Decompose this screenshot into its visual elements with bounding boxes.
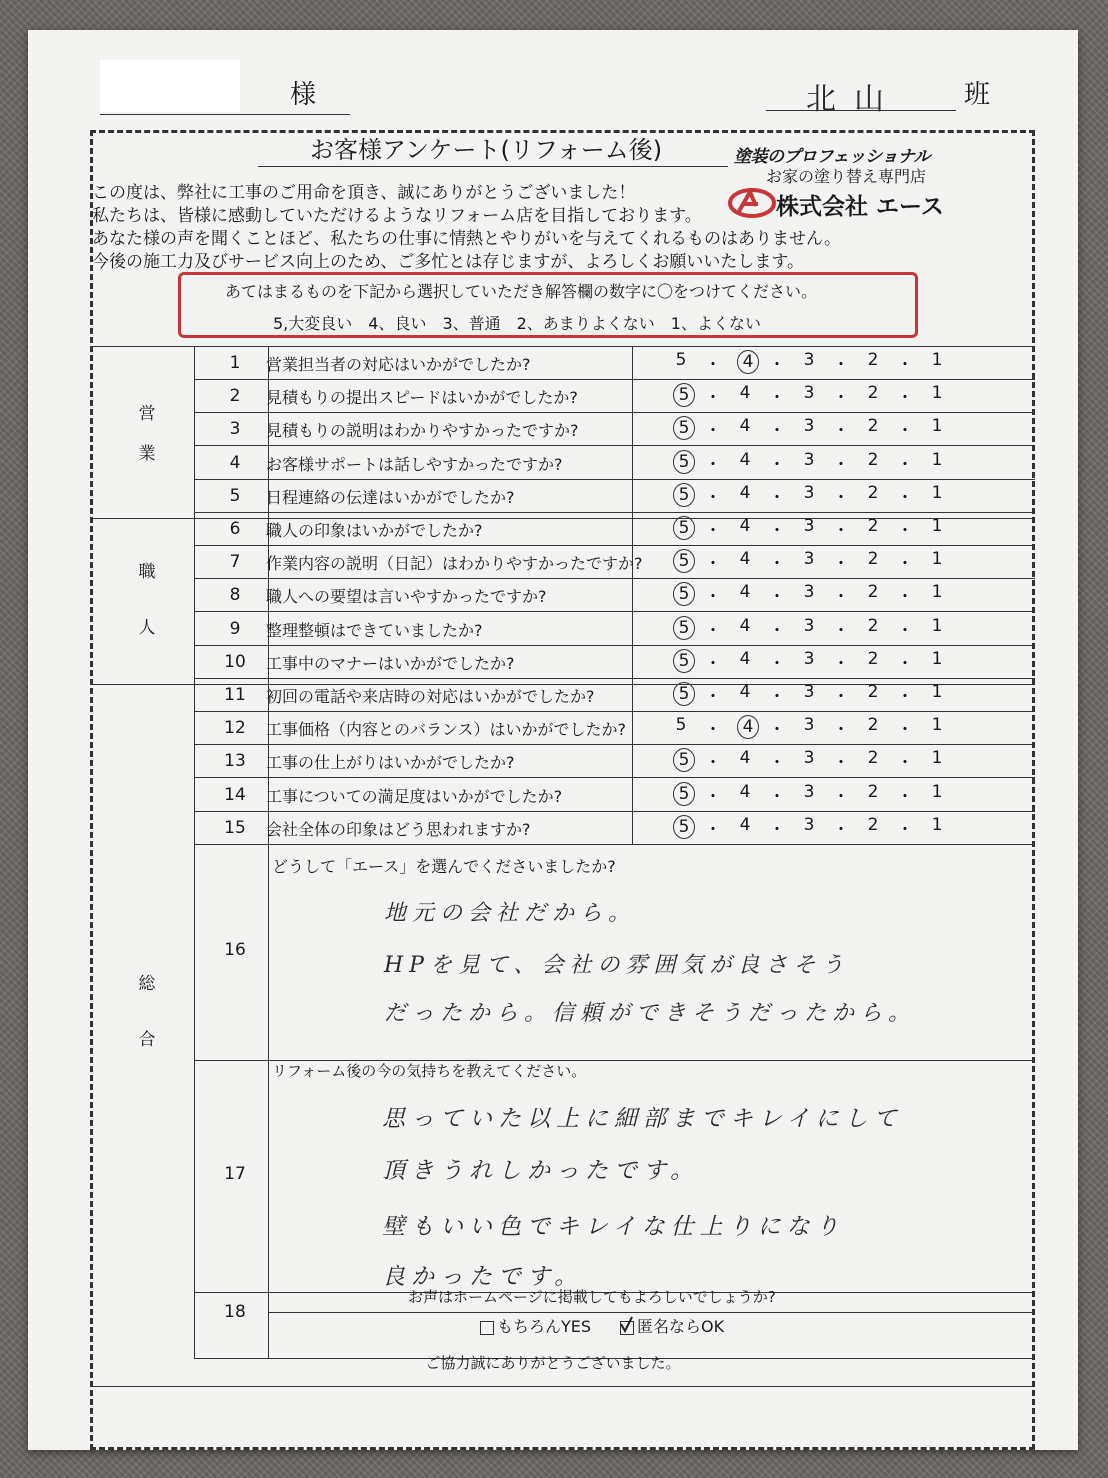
scale-separator: ・ xyxy=(832,687,850,707)
selected-rating-circle: 5 xyxy=(673,416,695,440)
q17-answer-line-2: 頂きうれしかったです。 xyxy=(382,1158,700,1184)
rating-option-4[interactable] xyxy=(728,350,762,375)
question-number: 9 xyxy=(229,618,241,639)
rating-option-1[interactable]: 1 xyxy=(931,516,943,536)
scale-separator: ・ xyxy=(832,786,850,807)
q17-prompt: リフォーム後の今の気持ちを教えてください。 xyxy=(272,1062,587,1080)
rating-option-4[interactable]: 4 xyxy=(739,781,751,802)
q18-yes-checkbox[interactable] xyxy=(480,1321,494,1335)
rating-option-4[interactable]: 4 xyxy=(739,482,751,503)
selected-rating-circle: 5 xyxy=(673,649,695,673)
rating-option-2[interactable]: 2 xyxy=(867,648,879,669)
question-number: 7 xyxy=(229,552,241,573)
rating-scale xyxy=(664,383,954,408)
scale-separator: ・ xyxy=(832,653,850,674)
rating-option-4[interactable]: 4 xyxy=(739,682,751,702)
category-sales-char-2: 業 xyxy=(138,444,156,464)
question-row xyxy=(28,612,1078,645)
q18-number: 18 xyxy=(224,1302,246,1322)
rating-option-5[interactable] xyxy=(664,682,698,707)
rating-option-3[interactable]: 3 xyxy=(803,582,815,603)
scale-separator: ・ xyxy=(704,587,722,608)
question-row xyxy=(28,545,1078,578)
scale-separator: ・ xyxy=(832,753,850,774)
q18-prompt: お声はホームページに掲載してもよろしいでしょうか? xyxy=(408,1288,776,1306)
question-number: 1 xyxy=(229,353,241,373)
scale-separator: ・ xyxy=(704,421,722,442)
rating-option-1[interactable]: 1 xyxy=(931,748,943,769)
question-row xyxy=(28,711,1078,744)
question-text: 見積もりの説明はわかりやすかったですか? xyxy=(266,421,579,441)
question-text: お客様サポートは話しやすかったですか? xyxy=(266,454,563,474)
q17-answer-line-3: 壁もいい色でキレイな仕上りになり xyxy=(382,1214,845,1240)
selected-rating-circle: 4 xyxy=(737,715,759,739)
q17-number: 17 xyxy=(224,1164,246,1184)
scale-separator: ・ xyxy=(704,720,722,741)
check-mark-icon xyxy=(618,1316,636,1334)
scale-separator: ・ xyxy=(704,454,722,475)
rating-option-5[interactable] xyxy=(664,649,698,674)
scale-separator: ・ xyxy=(832,819,850,840)
scale-separator: ・ xyxy=(896,454,914,475)
intro-line-2: 私たちは、皆様に感動していただけるようなリフォーム店を目指しております。 xyxy=(92,206,702,226)
question-row xyxy=(28,778,1078,811)
scale-separator: ・ xyxy=(832,454,850,475)
rating-option-2[interactable]: 2 xyxy=(867,416,879,437)
scale-separator: ・ xyxy=(832,355,850,375)
scale-separator: ・ xyxy=(768,687,786,707)
scale-separator: ・ xyxy=(896,720,914,741)
scale-separator: ・ xyxy=(704,819,722,840)
scale-separator: ・ xyxy=(768,454,786,475)
scale-separator: ・ xyxy=(704,753,722,774)
scale-separator: ・ xyxy=(768,720,786,741)
scale-separator: ・ xyxy=(704,653,722,674)
rating-option-1[interactable]: 1 xyxy=(931,781,943,802)
scale-separator: ・ xyxy=(832,388,850,409)
question-number: 13 xyxy=(224,751,246,772)
scale-separator: ・ xyxy=(896,819,914,840)
category-sales-char-1: 営 xyxy=(138,404,156,424)
scale-separator: ・ xyxy=(768,487,786,508)
question-number: 14 xyxy=(224,784,246,805)
scale-separator: ・ xyxy=(832,720,850,741)
scale-separator: ・ xyxy=(896,653,914,674)
rating-option-4[interactable]: 4 xyxy=(739,549,751,570)
rating-option-1[interactable]: 1 xyxy=(931,715,943,736)
scale-separator: ・ xyxy=(896,753,914,774)
scale-separator: ・ xyxy=(832,587,850,608)
category-overall-char-1: 総 xyxy=(138,974,156,994)
survey-sheet xyxy=(28,30,1078,1450)
rating-option-3[interactable]: 3 xyxy=(803,482,815,503)
rating-option-3[interactable]: 3 xyxy=(803,615,815,636)
selected-rating-circle: 5 xyxy=(673,748,695,772)
rating-option-1[interactable]: 1 xyxy=(931,350,943,370)
question-number: 11 xyxy=(224,685,246,705)
selected-rating-circle: 5 xyxy=(673,450,695,474)
intro-line-3: あなた様の声を聞くことほど、私たちの仕事に情熱とやりがいを与えてくれるものはありません。 xyxy=(92,229,842,249)
rating-option-2[interactable]: 2 xyxy=(867,748,879,769)
rating-option-5[interactable] xyxy=(664,516,698,541)
rating-option-3[interactable]: 3 xyxy=(803,682,815,702)
selected-rating-circle: 5 xyxy=(673,383,695,407)
rating-option-5[interactable] xyxy=(664,748,698,773)
intro-line-4: 今後の施工力及びサービス向上のため、ご多忙とは存じますが、よろしくお願いいたします。 xyxy=(92,252,804,272)
rating-scale xyxy=(664,748,954,773)
q18-anon-checkbox[interactable] xyxy=(620,1321,634,1335)
rating-option-2[interactable]: 2 xyxy=(867,549,879,570)
rating-scale xyxy=(664,350,954,375)
question-number: 10 xyxy=(224,651,246,672)
scale-separator: ・ xyxy=(832,521,850,541)
rating-scale xyxy=(664,682,954,707)
team-suffix-label: 班 xyxy=(964,80,991,110)
q17-answer-line-1: 思っていた以上に細部までキレイにして xyxy=(382,1106,903,1132)
question-text: 工事価格（内容とのバランス）はいかがでしたか? xyxy=(266,720,627,740)
rating-scale xyxy=(664,416,954,441)
scale-separator: ・ xyxy=(896,421,914,442)
scale-separator: ・ xyxy=(896,786,914,807)
rating-option-4[interactable]: 4 xyxy=(739,615,751,636)
scale-separator: ・ xyxy=(704,521,722,541)
ace-logo-icon xyxy=(728,188,776,218)
question-text: 工事の仕上がりはいかがでしたか? xyxy=(266,753,515,773)
question-row xyxy=(28,645,1078,678)
rating-option-1[interactable]: 1 xyxy=(931,814,943,835)
question-text: 営業担当者の対応はいかがでしたか? xyxy=(266,355,531,374)
scale-separator: ・ xyxy=(768,587,786,608)
rating-option-4[interactable]: 4 xyxy=(739,416,751,437)
scale-separator: ・ xyxy=(768,355,786,375)
rating-option-4[interactable]: 4 xyxy=(739,814,751,835)
team-name-underline xyxy=(766,110,956,111)
rating-option-3[interactable]: 3 xyxy=(803,648,815,669)
rating-scale xyxy=(664,649,954,674)
scale-separator: ・ xyxy=(896,587,914,608)
question-row xyxy=(28,379,1078,412)
rating-option-3[interactable]: 3 xyxy=(803,350,815,370)
question-text: 工事中のマナーはいかがでしたか? xyxy=(266,653,515,673)
rating-option-3[interactable]: 3 xyxy=(803,416,815,437)
rating-option-3[interactable]: 3 xyxy=(803,748,815,769)
rating-option-5[interactable] xyxy=(664,782,698,807)
selected-rating-circle: 5 xyxy=(673,549,695,573)
rating-option-5[interactable] xyxy=(664,549,698,574)
rating-option-1[interactable]: 1 xyxy=(931,449,943,470)
scale-separator: ・ xyxy=(768,819,786,840)
instruction-banner xyxy=(178,272,918,338)
rating-option-1[interactable]: 1 xyxy=(931,416,943,437)
q16-top-line xyxy=(194,844,1035,845)
selected-rating-circle: 4 xyxy=(737,350,759,374)
rating-option-5[interactable] xyxy=(664,383,698,408)
rating-option-3[interactable]: 3 xyxy=(803,449,815,470)
rating-option-1[interactable]: 1 xyxy=(931,482,943,503)
rating-option-1[interactable]: 1 xyxy=(931,383,943,404)
category-overall-char-2: 合 xyxy=(138,1030,156,1050)
rating-option-2[interactable]: 2 xyxy=(867,516,879,536)
rating-scale xyxy=(664,549,954,574)
rating-option-2[interactable]: 2 xyxy=(867,682,879,702)
question-row xyxy=(28,446,1078,479)
footer-thanks: ご協力誠にありがとうございました。 xyxy=(425,1354,681,1372)
question-text: 会社全体の印象はどう思われますか? xyxy=(266,819,531,839)
question-text: 職人の印象はいかがでしたか? xyxy=(266,521,483,540)
question-number: 5 xyxy=(229,485,241,506)
title-underline xyxy=(258,166,728,167)
intro-line-1: この度は、弊社に工事のご用命を頂き、誠にありがとうございました！ xyxy=(92,183,636,203)
company-subtitle: お家の塗り替え専門店 xyxy=(766,167,927,186)
rating-legend: 5,大変良い 4、良い 3、普通 2、あまりよくない 1、よくない xyxy=(273,314,761,333)
scale-separator: ・ xyxy=(768,753,786,774)
q16-answer-line-3: だったから。信頼ができそうだったから。 xyxy=(384,1001,917,1026)
rating-option-3[interactable]: 3 xyxy=(803,781,815,802)
scale-separator: ・ xyxy=(896,687,914,707)
customer-name-underline xyxy=(100,114,350,115)
redacted-customer-name xyxy=(100,60,240,112)
rating-option-1[interactable]: 1 xyxy=(931,615,943,636)
selected-rating-circle: 5 xyxy=(673,782,695,806)
rating-scale xyxy=(664,616,954,641)
rating-option-2[interactable]: 2 xyxy=(867,582,879,603)
question-number: 4 xyxy=(229,452,241,473)
question-row xyxy=(28,744,1078,777)
rating-option-2[interactable]: 2 xyxy=(867,814,879,835)
scale-separator: ・ xyxy=(896,620,914,641)
question-row xyxy=(28,512,1078,545)
rating-option-5[interactable] xyxy=(664,416,698,441)
rating-scale xyxy=(664,715,954,740)
scale-separator: ・ xyxy=(768,653,786,674)
category-craftsmen-char-2: 人 xyxy=(138,618,156,638)
rating-option-3[interactable]: 3 xyxy=(803,516,815,536)
scale-separator: ・ xyxy=(704,388,722,409)
selected-rating-circle: 5 xyxy=(673,815,695,839)
question-text: 初回の電話や来店時の対応はいかがでしたか? xyxy=(266,687,595,706)
category-overall xyxy=(128,964,166,1060)
scale-separator: ・ xyxy=(704,487,722,508)
selected-rating-circle: 5 xyxy=(673,483,695,507)
rating-option-1[interactable]: 1 xyxy=(931,549,943,570)
rating-option-5[interactable] xyxy=(664,582,698,607)
rating-option-5[interactable]: 5 xyxy=(675,350,687,370)
scale-separator: ・ xyxy=(704,786,722,807)
q18-anon-label: 匿名ならOK xyxy=(637,1317,725,1336)
scale-separator: ・ xyxy=(704,687,722,707)
q16-answer-line-2: HPを見て、会社の雰囲気が良さそう xyxy=(384,953,850,978)
question-row xyxy=(28,811,1078,844)
rating-option-3[interactable]: 3 xyxy=(803,715,815,736)
rating-option-2[interactable]: 2 xyxy=(867,715,879,736)
q16-prompt: どうして「エース」を選んでくださいましたか? xyxy=(272,857,616,876)
question-number: 12 xyxy=(224,718,246,739)
rating-scale xyxy=(664,782,954,807)
scale-separator: ・ xyxy=(896,355,914,375)
rating-option-5[interactable] xyxy=(664,815,698,840)
salutation-label: 様 xyxy=(290,80,317,110)
rating-option-1[interactable]: 1 xyxy=(931,582,943,603)
q16-answer-line-1: 地元の会社だから。 xyxy=(384,901,637,926)
rating-scale xyxy=(664,582,954,607)
rating-option-5[interactable] xyxy=(664,483,698,508)
scale-separator: ・ xyxy=(704,554,722,575)
instruction-text: あてはまるものを下記から選択していただき解答欄の数字に〇をつけてください。 xyxy=(225,282,818,301)
question-row xyxy=(28,412,1078,445)
rating-option-2[interactable]: 2 xyxy=(867,449,879,470)
rating-option-4[interactable]: 4 xyxy=(739,449,751,470)
q18-option-anon[interactable] xyxy=(620,1314,724,1337)
question-text: 日程連絡の伝達はいかがでしたか? xyxy=(266,487,515,507)
selected-rating-circle: 5 xyxy=(673,616,695,640)
question-text: 整理整頓はできていましたか? xyxy=(266,620,483,640)
question-number: 2 xyxy=(229,386,241,407)
rating-option-2[interactable]: 2 xyxy=(867,615,879,636)
rating-option-1[interactable]: 1 xyxy=(931,682,943,702)
rating-option-4[interactable]: 4 xyxy=(739,748,751,769)
rating-option-5[interactable] xyxy=(664,450,698,475)
rating-option-4[interactable]: 4 xyxy=(739,582,751,603)
rating-scale xyxy=(664,483,954,508)
scale-separator: ・ xyxy=(768,521,786,541)
rating-option-2[interactable]: 2 xyxy=(867,350,879,370)
scale-separator: ・ xyxy=(896,487,914,508)
q17-answer-line-4: 良かったです。 xyxy=(382,1264,584,1290)
question-text: 工事についての満足度はいかがでしたか? xyxy=(266,786,563,806)
selected-rating-circle: 5 xyxy=(673,682,695,706)
question-row xyxy=(28,678,1078,711)
rating-scale xyxy=(664,815,954,840)
scale-separator: ・ xyxy=(768,620,786,641)
q18-mid-line xyxy=(268,1312,1035,1313)
rating-option-1[interactable]: 1 xyxy=(931,648,943,669)
q16-number: 16 xyxy=(224,940,246,960)
team-name: 北山 xyxy=(806,82,902,117)
scale-separator: ・ xyxy=(768,388,786,409)
rating-option-2[interactable]: 2 xyxy=(867,482,879,503)
rating-option-5[interactable]: 5 xyxy=(675,715,687,736)
question-text: 作業内容の説明（日記）はわかりやすかったですか? xyxy=(266,554,643,574)
rating-option-4[interactable] xyxy=(728,715,762,740)
selected-rating-circle: 5 xyxy=(673,582,695,606)
scale-separator: ・ xyxy=(768,786,786,807)
scale-separator: ・ xyxy=(832,421,850,442)
question-number: 8 xyxy=(229,585,241,606)
rating-option-4[interactable]: 4 xyxy=(739,648,751,669)
scale-separator: ・ xyxy=(832,487,850,508)
question-row xyxy=(28,578,1078,611)
scale-separator: ・ xyxy=(896,521,914,541)
scale-separator: ・ xyxy=(768,421,786,442)
scale-separator: ・ xyxy=(832,554,850,575)
rating-option-4[interactable]: 4 xyxy=(739,516,751,536)
scale-separator: ・ xyxy=(704,620,722,641)
rating-option-4[interactable]: 4 xyxy=(739,383,751,404)
question-number: 6 xyxy=(229,519,241,539)
company-name: 株式会社 エース xyxy=(776,194,944,220)
scale-separator: ・ xyxy=(704,355,722,375)
survey-title: お客様アンケート(リフォーム後) xyxy=(310,136,663,164)
rating-scale xyxy=(664,450,954,475)
q18-option-yes[interactable] xyxy=(480,1314,591,1337)
rating-option-3[interactable]: 3 xyxy=(803,383,815,404)
question-number: 15 xyxy=(224,817,246,838)
question-text: 見積もりの提出スピードはいかがでしたか? xyxy=(266,388,578,408)
question-number: 3 xyxy=(229,419,241,440)
scale-separator: ・ xyxy=(896,388,914,409)
q18-yes-label: もちろんYES xyxy=(497,1317,592,1336)
selected-rating-circle: 5 xyxy=(673,516,695,540)
rating-option-5[interactable] xyxy=(664,616,698,641)
question-row xyxy=(28,346,1078,379)
rating-option-3[interactable]: 3 xyxy=(803,549,815,570)
scale-separator: ・ xyxy=(896,554,914,575)
footer-divider xyxy=(90,1386,1035,1387)
rating-option-2[interactable]: 2 xyxy=(867,383,879,404)
question-text: 職人への要望は言いやすかったですか? xyxy=(266,587,547,607)
rating-option-2[interactable]: 2 xyxy=(867,781,879,802)
scale-separator: ・ xyxy=(768,554,786,575)
question-row xyxy=(28,479,1078,512)
rating-option-3[interactable]: 3 xyxy=(803,814,815,835)
company-tagline: 塗装のプロフェッショナル xyxy=(734,147,930,167)
category-craftsmen-char-1: 職 xyxy=(138,562,156,582)
scale-separator: ・ xyxy=(832,620,850,641)
rating-scale xyxy=(664,516,954,541)
